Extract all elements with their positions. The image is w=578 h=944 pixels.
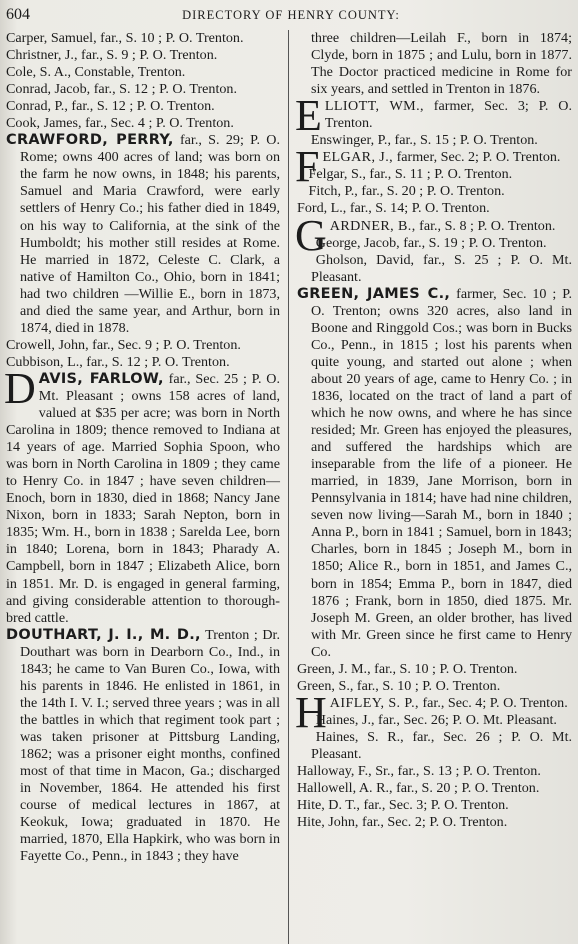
entry-text: farmer, Sec. 3; P. O. Trenton. <box>324 98 572 132</box>
biography-entry <box>6 627 280 866</box>
directory-entry <box>297 200 572 217</box>
entry-text: far., Sec. 4; P. O. Trenton. <box>422 694 568 711</box>
entry-name: Enswinger, P., <box>310 132 391 149</box>
entry-name: Green, S., <box>297 677 354 694</box>
entry-name: AIFLEY, S. P., <box>329 694 419 711</box>
directory-entry <box>297 763 572 780</box>
entry-text: far., S. 10 ; P. O. Trenton. <box>100 30 244 46</box>
directory-entry <box>297 235 572 252</box>
entry-name: Ford, L., <box>297 200 347 217</box>
entry-text: far., Sec. 9 ; P. O. Trenton. <box>92 336 241 353</box>
directory-entry <box>297 132 572 149</box>
entry-text: Constable, Trenton. <box>74 64 186 81</box>
entry-name: Hite, John, <box>297 814 359 831</box>
directory-entry-dropcap <box>4 363 280 627</box>
entry-name: Crowell, John, <box>6 336 89 353</box>
entry-text: far., Sec. 25 ; P. O. Mt. Pleasant ; owns 158 acres of land, valued at $35 per acre; was born in North Carolina in 1809; thence removed to Indiana at 14 years of age. Married Sophia Spoon, who was born in North Carolina in 1809 ; they came to Henry Co. in 1847 ; have seven children—Enoch, born in 1830, died in 1868; Nancy Jane Nixon, born in 1833; Sarah Nepton, born in 1835; Wm. H., born in 1838 ; Sarelda Lee, born in 1840; Lorena, born in 1843; Pharady A. Campbell, born in 1847 ; Elizabeth Alice, born in 1851. Mr. D. is engaged in general farming, and giving considerable attention to thorough-bred cattle. <box>6 370 280 626</box>
entry-text: far., Sec. 3; P. O. Trenton. <box>363 797 509 814</box>
entry-text: far., S. 15 ; P. O. Trenton. <box>394 132 538 149</box>
directory-entry <box>6 98 280 115</box>
entry-text: far., S. 19 ; P. O. Trenton. <box>403 234 547 251</box>
directory-entry <box>297 661 572 678</box>
entry-text: far., Sec. 2; P. O. Trenton. <box>362 814 508 831</box>
drop-cap-letter: E <box>295 91 322 141</box>
directory-entry <box>6 354 280 371</box>
entry-continuation <box>297 30 572 98</box>
entry-text: far., S. 20 ; P. O. Trenton. <box>396 780 540 797</box>
entry-name: ELGAR, J., <box>322 149 394 166</box>
entry-name: AVIS, FARLOW, <box>38 370 164 387</box>
entry-name: ARDNER, B., <box>329 217 416 234</box>
directory-entry <box>6 30 280 47</box>
directory-entry <box>297 252 572 286</box>
entry-name: Green, J. M., <box>297 660 371 677</box>
entry-name: Conrad, P., <box>6 98 68 115</box>
running-title: DIRECTORY OF HENRY COUNTY: <box>182 7 400 22</box>
entry-name: Felgar, S., <box>308 166 366 183</box>
entry-name: Christner, J., <box>6 47 78 64</box>
entry-text: far., S. 8 ; P. O. Trenton. <box>419 217 556 234</box>
drop-cap-letter: D <box>4 363 36 413</box>
entry-name: Cubbison, L., <box>6 353 83 370</box>
entry-text: far., S. 14; P. O. Trenton. <box>349 200 490 217</box>
entry-text: far., S. 12 ; P. O. Trenton. <box>86 353 230 370</box>
entry-name: GREEN, JAMES C., <box>297 285 451 302</box>
directory-entry <box>297 712 572 729</box>
directory-entry <box>297 729 572 763</box>
entry-name: Haines, J., <box>315 711 375 728</box>
entry-name: Gholson, David, <box>315 251 415 268</box>
entry-text: far., S. 10 ; P. O. Trenton. <box>356 677 501 694</box>
entry-name: Halloway, F., Sr., <box>297 763 395 780</box>
drop-cap-letter: F <box>295 142 320 192</box>
entry-text: far., S. 20 ; P. O. Trenton. <box>361 183 505 200</box>
entry-text: far., S. 13 ; P. O. Trenton. <box>397 763 541 780</box>
entry-text: far., S. 12 ; P. O. Trenton. <box>93 81 237 98</box>
directory-entry <box>6 81 280 98</box>
directory-entry <box>6 47 280 64</box>
biography-entry <box>6 132 280 337</box>
entry-name: Cook, James, <box>6 115 82 132</box>
entry-text: far., S. 29; P. O. Rome; owns 400 acres of land; was born on the farm he now owns, in 1848; his parents, Samuel and Maria Crawford, were early settlers of Henry Co.; his father died in 1849, on his way to California, at the sink of the Humboldt; his mother still resides at Rome. He married in 1872, Celeste C. Clark, a native of Hamilton Co., Ohio, born in 1841; had two children —Willie E., born in 1873, and died the same year, and Arthur, born in 1874, died in 1878. <box>20 132 280 336</box>
entry-name: LLIOTT, WM., <box>324 98 424 115</box>
entry-name: Conrad, Jacob, <box>6 81 91 98</box>
entry-name: Carper, Samuel, <box>6 30 97 46</box>
entry-text: far., S. 10 ; P. O. Trenton. <box>374 660 518 677</box>
directory-entry <box>297 166 572 183</box>
drop-cap-letter: H <box>295 687 327 737</box>
directory-entry <box>6 337 280 354</box>
entry-text: farmer, Sec. 10 ; P. O. Trenton; owns 320 acres, also land in Boone and Ringgold Cos.; was born in Bucks Co., Penn., in 1815 ; lost his parents when quite young, and started out alone ; when about 20 years of age, came to Henry Co. ; in 1836, located on the tract of land a part of which he now owns, and where he has since resided; Mr. Green has enjoyed the pleasures, and suffered the hardships which are inseparable from the life of a pioneer. He married, in 1839, Jane Morrison, born in Pennsylvania in 1814; have had nine children, seven now living—Sarah M., born in 1840 ; Anna P., born in 1841 ; Samuel, born in 1843; Charles, born in 1845 ; Joseph M., born in 1850; Alice R., born in 1851, and James C., born in 1854; Emma P., born in 1847, died 1876 ; Frank, born in 1850, died 1875. Mr. Joseph M. Green, an older brother, has lived with Mr. Green since he first came to Henry Co. <box>311 285 573 660</box>
biography-entry <box>297 286 572 661</box>
directory-entry <box>297 797 572 814</box>
entry-text: farmer, Sec. 2; P. O. Trenton. <box>396 149 561 166</box>
left-column <box>4 30 289 944</box>
entry-text: far., S. 9 ; P. O. Trenton. <box>81 47 218 64</box>
entry-text: three children—Leilah F., born in 1874; Clyde, born in 1875 ; and Lulu, born in 1877. The Doctor practiced medicine in Rome for six years, and settled in Trenton in 1876. <box>311 30 572 98</box>
entry-name: Cole, S. A., <box>6 64 71 81</box>
entry-name: Hite, D. T., <box>297 797 360 814</box>
entry-name: CRAWFORD, PERRY, <box>6 132 174 149</box>
page-header <box>6 2 572 28</box>
entry-text: far., Sec. 26; P. O. Mt. Pleasant. <box>378 711 557 728</box>
directory-entry <box>6 64 280 81</box>
page-number: 604 <box>6 6 30 23</box>
entry-text: far., Sec. 4 ; P. O. Trenton. <box>85 115 234 132</box>
entry-name: George, Jacob, <box>315 234 400 251</box>
text-columns <box>4 30 574 944</box>
directory-entry <box>297 814 572 831</box>
entry-name: Haines, S. R., <box>315 728 404 745</box>
entry-name: DOUTHART, J. I., M. D., <box>6 626 201 643</box>
directory-entry <box>297 780 572 797</box>
directory-entry <box>6 115 280 132</box>
entry-text: Trenton ; Dr. Douthart was born in Dearborn Co., Ind., in 1843; he came to Van Buren Co., Iowa, with his parents in 1846. He enlisted in 1861, in the 14th I. V. I.; served three years ; was in all the battles in which that regiment took part ; was taken prisoner at Pittsburg Landing, 1862; was a prisoner eight months, confined most of that time in Macon, Ga.; discharged in November, 1864. He attended his first course of medical lectures in 1867, at Keokuk, Iowa; graduated in 1870. He married, 1870, Ella Hapkirk, who was born in Fayette Co., Penn., in 1843 ; they have <box>20 626 280 865</box>
entry-name: Hallowell, A. R., <box>297 780 393 797</box>
entry-text: far., S. 11 ; P. O. Trenton. <box>369 166 513 183</box>
entry-name: Fitch, P., <box>308 183 358 200</box>
drop-cap-letter: G <box>295 210 327 260</box>
entry-text: far., Sec. 26 ; P. O. Mt. Pleasant. <box>311 728 573 762</box>
right-column <box>289 30 574 944</box>
entry-text: far., S. 12 ; P. O. Trenton. <box>71 98 215 115</box>
directory-entry <box>297 678 572 695</box>
entry-text: far., S. 25 ; P. O. Mt. Pleasant. <box>311 251 572 285</box>
directory-entry <box>297 183 572 200</box>
